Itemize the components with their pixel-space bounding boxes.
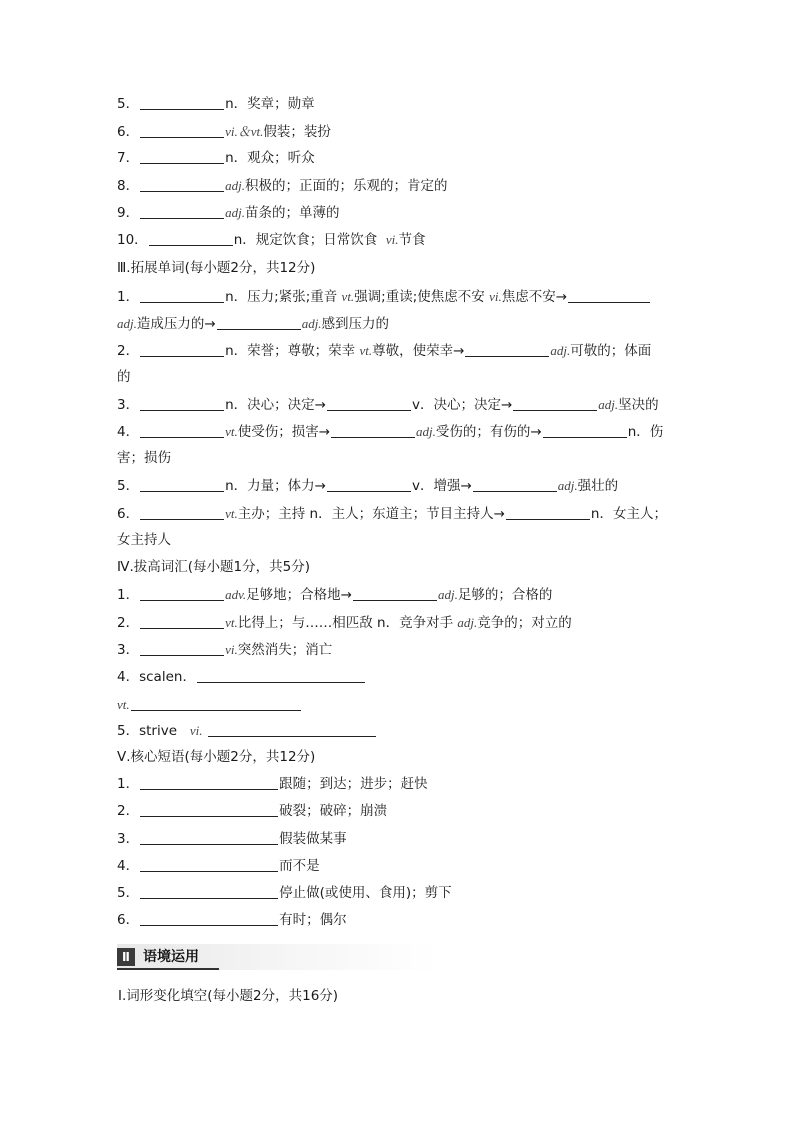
part-of-speech: vt. (117, 697, 130, 712)
answer-blank[interactable] (197, 667, 365, 683)
part-of-speech: adj. (301, 316, 322, 331)
item-definition: 跟随；到达；进步；赶快 (279, 776, 428, 792)
answer-blank[interactable] (140, 203, 224, 219)
item-number: 2． (117, 803, 140, 819)
part-of-speech: adj. (117, 316, 137, 331)
part-of-speech: adj. (457, 615, 478, 630)
item-number: 4． (117, 669, 140, 685)
item-definition: 可敬的；体面 (570, 343, 652, 359)
item-definition: n．女主人； (590, 506, 667, 522)
part-of-speech: n． (173, 669, 196, 685)
answer-blank[interactable] (473, 476, 557, 492)
answer-blank[interactable] (140, 640, 224, 656)
answer-blank[interactable] (140, 476, 224, 492)
answer-blank[interactable] (513, 395, 597, 411)
answer-blank[interactable] (140, 829, 278, 845)
part-of-speech: adv. (225, 587, 247, 602)
part-of-speech: vi. (489, 289, 502, 304)
item-definition: 害；损伤 (117, 450, 171, 466)
item-definition: 而不是 (279, 858, 320, 874)
item-definition: 假装做某事 (279, 831, 347, 847)
item-definition: 受伤的；有伤的→ (435, 424, 542, 440)
section-title-iv: Ⅳ.拔高词汇(每小题1分，共5分) (117, 559, 310, 575)
item-definition: 使受伤；损害→ (237, 424, 331, 440)
advanced-item-2 (117, 609, 677, 637)
answer-blank[interactable] (140, 613, 224, 629)
vocab-item-6 (117, 118, 677, 146)
item-definition: 节食 (398, 232, 426, 248)
answer-blank[interactable] (140, 148, 224, 164)
answer-blank[interactable] (217, 314, 301, 330)
section-title-iii: Ⅲ.拓展单词(每小题2分，共12分) (117, 260, 316, 276)
item-number: 1． (117, 587, 140, 603)
part-of-speech: vt. (225, 506, 238, 521)
part-of-speech: adj. (557, 478, 578, 493)
expand-item-1 (117, 283, 677, 311)
answer-blank[interactable] (543, 422, 627, 438)
advanced-item-5 (117, 717, 677, 745)
answer-blank[interactable] (140, 910, 278, 926)
part-of-speech: adj. (550, 343, 571, 358)
item-number: 5． (117, 478, 140, 494)
answer-blank[interactable] (149, 230, 233, 246)
item-number: 2． (117, 343, 140, 359)
item-definition: n．决心；决定→ (225, 397, 326, 413)
answer-blank[interactable] (140, 883, 278, 899)
item-definition: n．主人；东道主；节目主持人→ (309, 506, 505, 522)
phrase-item-2 (117, 798, 677, 825)
item-definition: 假装；装扮 (263, 124, 331, 140)
item-definition: 的 (117, 369, 131, 385)
part-of-speech: adj. (598, 397, 619, 412)
vocab-item-5 (117, 91, 677, 118)
item-number: 5． (117, 723, 140, 739)
answer-blank[interactable] (140, 395, 224, 411)
section-badge: Ⅱ (117, 948, 135, 966)
part-of-speech: vi. (189, 723, 203, 738)
item-definition: 坚决的 (618, 397, 659, 413)
part-of-speech: adj. (225, 178, 245, 193)
item-definition: n．伤 (627, 424, 664, 440)
answer-blank[interactable] (331, 422, 415, 438)
vocab-item-10 (117, 226, 677, 254)
answer-blank[interactable] (140, 341, 224, 357)
part-of-speech: vt. (225, 424, 238, 439)
part-of-speech: adj. (416, 424, 436, 439)
item-number: 1． (117, 289, 140, 305)
item-definition: n．奖章；勋章 (225, 96, 315, 112)
item-number: 4． (117, 858, 140, 874)
vocab-item-8 (117, 172, 677, 200)
answer-blank[interactable] (140, 287, 224, 303)
part-of-speech: vt. (225, 615, 238, 630)
headword: scale (139, 669, 174, 685)
item-definition: 足够地；合格地→ (246, 587, 352, 603)
answer-blank[interactable] (140, 176, 224, 192)
advanced-item-1 (117, 581, 677, 609)
expand-item-6-cont (117, 527, 677, 554)
item-number: 5． (117, 885, 140, 901)
section-header-context-usage (117, 944, 437, 970)
item-number: 6． (117, 506, 140, 522)
phrase-item-1 (117, 771, 677, 798)
item-definition: 足够的；合格的 (457, 587, 553, 603)
item-definition: 强调;重读;使焦虑不安 (354, 289, 485, 305)
answer-blank[interactable] (140, 422, 224, 438)
item-definition: n．荣誉；尊敬；荣幸 (225, 343, 356, 359)
item-number: 6． (117, 912, 140, 928)
item-definition: n．力量；体力→ (225, 478, 326, 494)
part-of-speech: vi. (385, 232, 399, 247)
answer-blank[interactable] (140, 122, 224, 138)
advanced-item-4 (117, 664, 677, 691)
part-of-speech: adj. (225, 205, 245, 220)
answer-blank[interactable] (506, 504, 590, 520)
answer-blank[interactable] (140, 801, 278, 817)
item-number: 6． (117, 124, 140, 140)
answer-blank[interactable] (465, 341, 549, 357)
item-definition: n．规定饮食；日常饮食 (233, 232, 378, 248)
vocab-item-7 (117, 145, 677, 172)
item-number: 10． (117, 232, 148, 248)
item-number: 3． (117, 397, 140, 413)
answer-blank[interactable] (327, 395, 411, 411)
item-number: 4． (117, 424, 140, 440)
item-definition: 突然消失；消亡 (237, 642, 333, 658)
answer-blank[interactable] (140, 774, 278, 790)
answer-blank[interactable] (208, 721, 376, 737)
answer-blank[interactable] (140, 856, 278, 872)
expand-item-6 (117, 500, 677, 528)
item-definition: n．竞争对手 (377, 615, 454, 631)
phrase-item-5 (117, 880, 677, 907)
part-of-speech: vt. (341, 289, 355, 304)
section-title-i: Ⅰ.词形变化填空(每小题2分，共16分) (118, 988, 339, 1004)
item-definition: v．决心；决定→ (411, 397, 513, 413)
item-number: 3． (117, 831, 140, 847)
expand-item-2-cont (117, 364, 677, 391)
item-definition: 比得上；与……相匹敌 (237, 615, 373, 631)
answer-blank[interactable] (140, 585, 224, 601)
item-definition: 强壮的 (577, 478, 619, 494)
section-header-title: 语境运用 (143, 949, 199, 965)
answer-blank[interactable] (327, 476, 411, 492)
vocab-item-9 (117, 199, 677, 227)
item-definition: 停止做(或使用、食用)；剪下 (279, 885, 452, 901)
part-of-speech: adj. (437, 587, 458, 602)
expand-item-5 (117, 472, 677, 500)
item-number: 2． (117, 615, 140, 631)
expand-item-1-cont (117, 310, 677, 338)
item-definition: 女主持人 (117, 532, 171, 548)
section-header-underline (117, 968, 219, 970)
part-of-speech: vt. (359, 343, 373, 358)
answer-blank[interactable] (353, 585, 437, 601)
item-definition: 苗条的；单薄的 (244, 205, 340, 221)
answer-blank[interactable] (131, 695, 301, 711)
item-number: 5． (117, 96, 140, 112)
advanced-item-4-cont (117, 691, 677, 719)
item-definition: 竞争的；对立的 (477, 615, 572, 631)
expand-item-4-cont (117, 445, 677, 472)
part-of-speech: vi. (225, 642, 238, 657)
item-definition: 有时；偶尔 (279, 912, 347, 928)
phrase-item-6 (117, 907, 677, 934)
section-title-v: Ⅴ.核心短语(每小题2分，共12分) (117, 749, 316, 765)
item-number: 1． (117, 776, 140, 792)
item-number: 9． (117, 205, 140, 221)
expand-item-2 (117, 337, 677, 365)
expand-item-4 (117, 418, 677, 446)
item-definition: 主办；主持 (237, 506, 306, 522)
item-definition: 造成压力的→ (136, 316, 216, 332)
item-definition: 焦虑不安→ (501, 289, 568, 305)
item-definition: 积极的；正面的；乐观的；肯定的 (244, 178, 448, 194)
answer-blank[interactable] (140, 504, 224, 520)
answer-blank[interactable] (568, 287, 650, 303)
phrase-item-3 (117, 826, 677, 853)
advanced-item-3 (117, 636, 677, 664)
answer-blank[interactable] (140, 94, 224, 110)
item-definition: n．压力;紧张;重音 (225, 289, 338, 305)
phrase-item-4 (117, 853, 677, 880)
expand-item-3 (117, 391, 677, 419)
headword: strive (139, 723, 178, 739)
item-number: 3． (117, 642, 140, 658)
item-number: 8． (117, 178, 140, 194)
item-definition: 感到压力的 (321, 316, 390, 332)
item-definition: n．观众；听众 (225, 150, 315, 166)
part-of-speech: vi.＆vt. (225, 124, 264, 139)
item-definition: 破裂；破碎；崩溃 (279, 803, 388, 819)
item-definition: 尊敬，使荣幸→ (372, 343, 465, 359)
item-definition: v．增强→ (411, 478, 472, 494)
item-number: 7． (117, 150, 140, 166)
